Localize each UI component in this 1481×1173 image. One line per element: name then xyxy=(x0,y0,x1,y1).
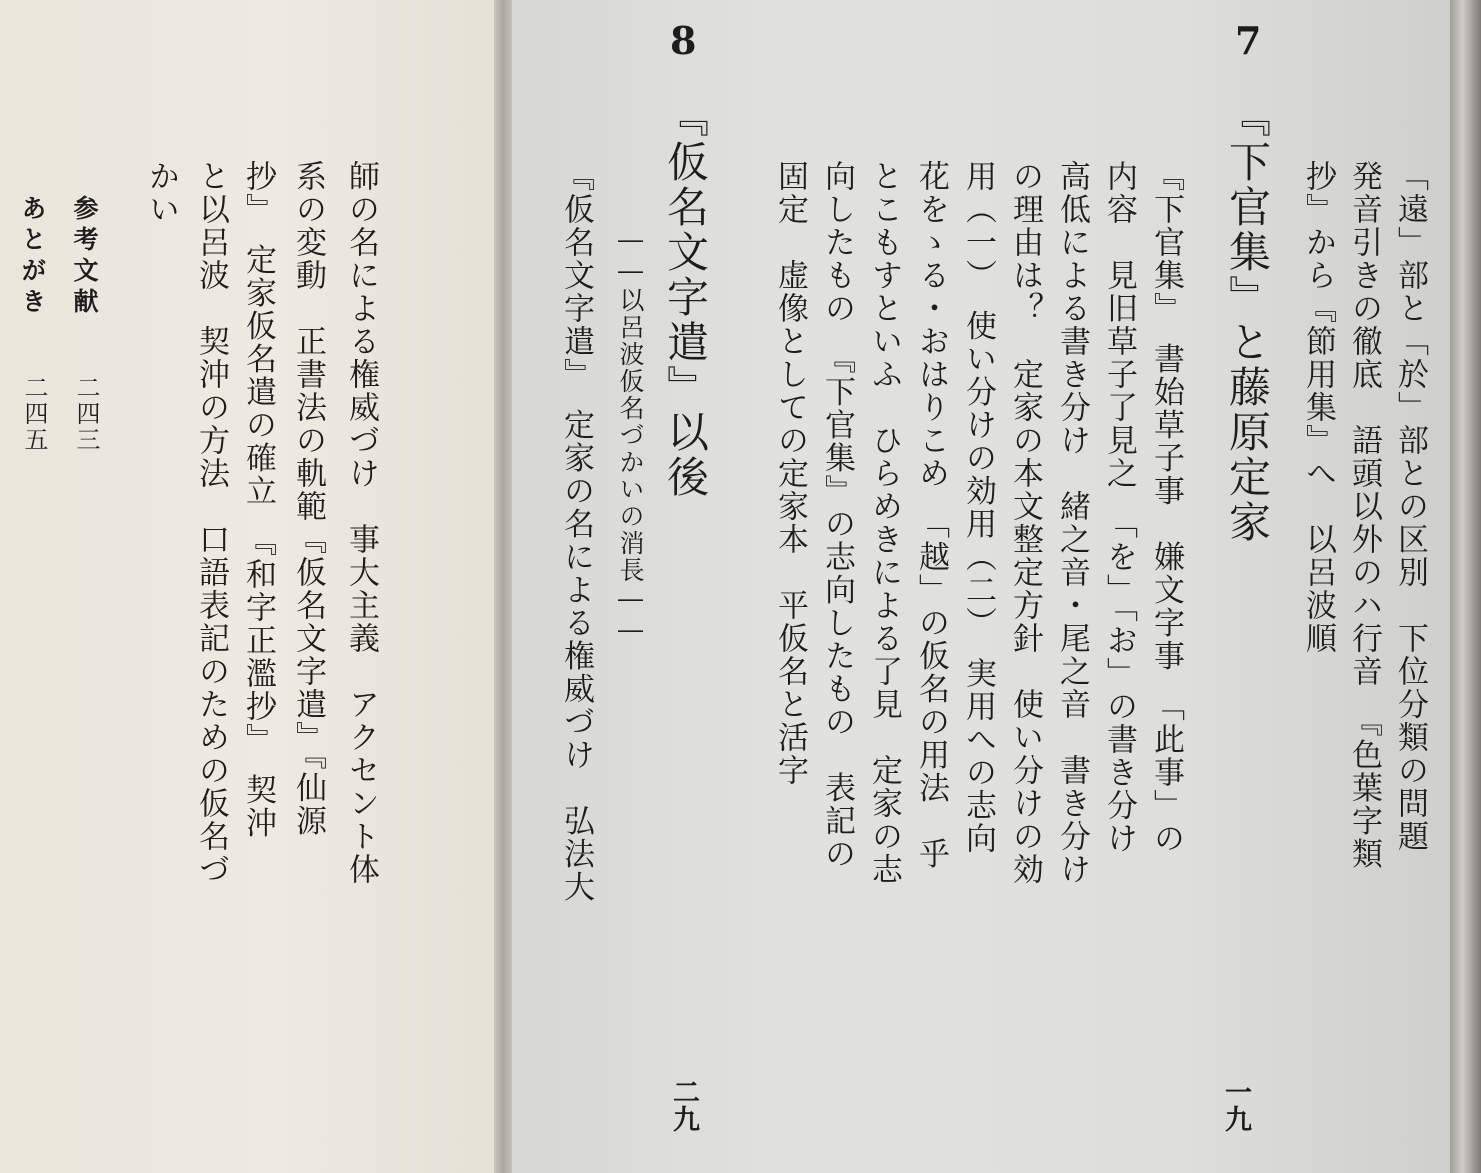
toc-line: 向したもの 『下官集』の志向したもの 表記の xyxy=(819,160,855,871)
afterword-label: あとがき xyxy=(18,195,47,319)
page-edge xyxy=(1450,0,1481,1173)
chapter-8-page-number: 二九 xyxy=(668,1078,699,1132)
toc-line: 内容 見旧草子了見之 「を」「お」の書き分け xyxy=(1101,160,1137,855)
toc-line: と以呂波 契沖の方法 口語表記のための仮名づ xyxy=(193,160,229,886)
toc-line: とこもすといふ ひらめきによる了見 定家の志 xyxy=(866,160,902,886)
toc-line: 花をゝる・おはりこめ 「越」の仮名の用法 乎 xyxy=(913,160,949,871)
toc-line: 抄』から『節用集』へ 以呂波順 xyxy=(1300,160,1336,655)
toc-line: 系の変動 正書法の軌範『仮名文字遣』『仙源 xyxy=(290,160,326,838)
toc-line: 「遠」部と「於」部との区別 下位分類の問題 xyxy=(1392,160,1428,853)
toc-line: 用（一） 使い分けの効用（二） 実用への志向 xyxy=(960,160,996,855)
toc-line: 抄』 定家仮名遣の確立 『和字正濫抄』 契沖 xyxy=(240,160,276,840)
toc-line: 発音引きの徹底 語頭以外のハ行音 『色葉字類 xyxy=(1346,160,1382,871)
toc-line: 師の名による権威づけ 事大主義 アクセント体 xyxy=(343,160,379,886)
chapter-7-number: 7 xyxy=(1235,18,1262,63)
toc-line: 『下官集』 書始草子事 嫌文字事 「此事」の xyxy=(1148,160,1184,855)
chapter-7-heading: 『下官集』と藤原定家 xyxy=(1223,95,1272,545)
chapter-8-number: 8 xyxy=(670,18,697,63)
chapter-8-subtitle: ――以呂波仮名づかいの消長―― xyxy=(616,225,645,646)
toc-line: 固定 虚像としての定家本 平仮名と活字 xyxy=(772,160,808,787)
references-page: 二四三 xyxy=(72,375,100,453)
chapter-8-heading: 『仮名文字遣』以後 xyxy=(661,95,710,500)
toc-line: 『仮名文字遣』 定家の名による権威づけ 弘法大 xyxy=(558,160,594,904)
chapter-7-page-number: 一九 xyxy=(1220,1078,1251,1132)
toc-line: の理由は？ 定家の本文整定方針 使い分けの効 xyxy=(1007,160,1043,886)
references-label: 参考文献 xyxy=(70,195,99,319)
book-gutter xyxy=(494,0,514,1173)
toc-line: 高低による書き分け 緒之音・尾之音 書き分け xyxy=(1054,160,1090,886)
toc-line: かい xyxy=(143,160,179,226)
afterword-page: 二四五 xyxy=(20,375,48,453)
